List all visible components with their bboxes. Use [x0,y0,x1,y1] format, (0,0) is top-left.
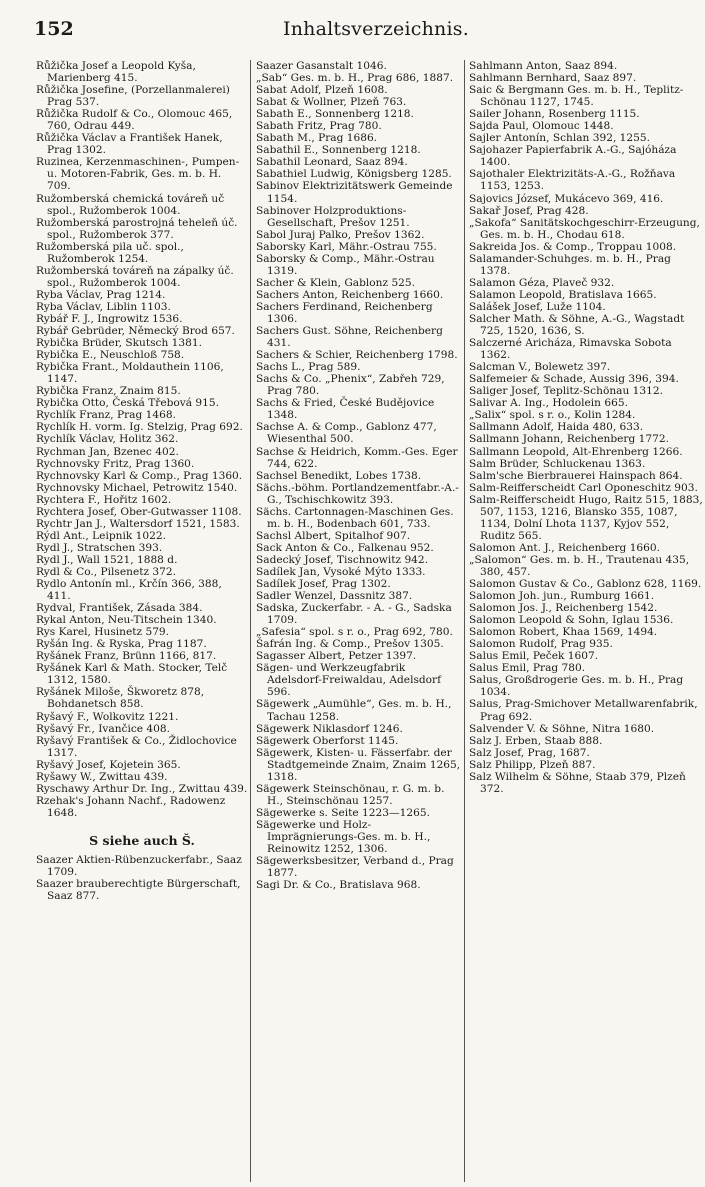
index-entry: Ryba Václav, Prag 1214. [36,288,166,301]
page-header [0,0,705,44]
index-entry: Saic & Bergmann Ges. m. b. H., Teplitz-Schönau 1127, 1745. [469,84,684,109]
index-entry: Sägewerke s. Seite 1223—1265. [256,806,430,819]
index-entry: Sabath M., Prag 1686. [256,132,378,145]
index-entry: Sabinov Elektrizitätswerk Gemeinde 1154. [256,180,453,205]
index-entry: Sachers Gust. Söhne, Reichenberg 431. [256,325,443,350]
index-entry: Sadecký Josef, Tischnowitz 942. [256,553,429,566]
index-entry: Sabathiel Ludwig, Königsberg 1285. [256,168,452,181]
index-entry: Rychtr Jan J., Waltersdorf 1521, 1583. [36,517,240,530]
index-entry: Ryšán Ing. & Ryska, Prag 1187. [36,638,207,651]
index-entry: Sabol Juraj Palko, Prešov 1362. [256,228,425,241]
index-entry: Salomon Leopold & Sohn, Iglau 1536. [469,614,674,627]
index-entry: Salus Emil, Prag 780. [469,662,586,675]
index-entry: Sailer Johann, Rosenberg 1115. [469,108,640,121]
index-entry: Sajohazer Papierfabrik A.-G., Sajóháza 1400. [469,144,677,169]
index-entry: Sabathil E., Sonnenberg 1218. [256,144,421,157]
index-entry: Sallmann Johann, Reichenberg 1772. [469,433,669,446]
index-entry: Ružomberská chemická továreň uč spol., Ružomberok 1004. [36,192,225,217]
index-entry: Salomon Joh. jun., Rumburg 1661. [469,590,655,603]
index-entry: Sägewerke und Holz-Imprägnierungs-Ges. m. b. H., Reinowitz 1252, 1306. [256,818,431,856]
index-entry: Saborsky Karl, Mähr.-Ostrau 755. [256,240,437,253]
index-entry: Sajda Paul, Olomouc 1448. [469,120,614,133]
index-entry: Ryšánek Franz, Brünn 1166, 817. [36,650,217,663]
index-entry: Salus, Prag-Smichover Metallwarenfabrik, Prag 692. [469,698,698,723]
index-entry: Sakreida Jos. & Comp., Troppau 1008. [469,240,677,253]
index-entry: Salamander-Schuhges. m. b. H., Prag 1378. [469,252,671,277]
index-entry: Ryšavý Josef, Kojetein 365. [36,758,181,771]
index-entry: Sächs. Cartonnagen-Maschinen Ges. m. b. H., Bodenbach 601, 733. [256,505,454,530]
index-entry: Růžička Rudolf & Co., Olomouc 465, 760, Odrau 449. [36,108,233,133]
index-entry: Sahlmann Bernhard, Saaz 897. [469,72,637,85]
index-column-3 [469,60,704,1186]
index-entry: Salomon Ant. J., Reichenberg 1660. [469,541,661,554]
index-entry: Ryšavý Fr., Ivančice 408. [36,722,171,735]
index-entry: Sahlmann Anton, Saaz 894. [469,60,618,72]
index-entry: Ryšavý František & Co., Židlochovice 1317. [36,734,237,759]
index-entry: Rybička Otto, Česká Třebová 915. [36,397,220,410]
index-entry: Sallmann Leopold, Alt-Ehrenberg 1266. [469,445,683,458]
index-entry: Saborsky & Comp., Mähr.-Ostrau 1319. [256,252,435,277]
index-entry: Salm-Reifferscheidt Hugo, Raitz 515, 1883, 507, 1153, 1216, Blansko 355, 1087, 1134, Dolní Lhota 1137, Kyjov 552, Ruditz 565. [469,493,703,542]
index-column-2 [256,60,461,1186]
index-entry: Sagi Dr. & Co., Bratislava 968. [256,879,421,892]
index-entry: Sägewerksbesitzer, Verband d., Prag 1877. [256,855,454,880]
index-entry: Sadílek Josef, Prag 1302. [256,578,391,591]
index-entry: Rydl J., Wall 1521, 1888 d. [36,553,178,566]
index-entry: „Salix“ spol. s r. o., Kolin 1284. [469,409,636,422]
index-entry: Salm'sche Bierbrauerei Hainspach 864. [469,469,683,482]
index-entry: Sachs L., Prag 589. [256,361,361,374]
index-entry: Sadler Wenzel, Dassnitz 387. [256,590,413,603]
index-entry: Sägewerk Steinschönau, r. G. m. b. H., Steinschönau 1257. [256,782,445,807]
index-entry: Sabath Fritz, Prag 780. [256,120,382,133]
index-entry: Ryšavý F., Wolkovitz 1221. [36,710,179,723]
index-entry: Salomon Rudolf, Prag 935. [469,638,613,651]
index-entry: Sachse A. & Comp., Gablonz 477, Wiesenthal 500. [256,421,437,446]
index-entry: Sachsel Benedikt, Lobes 1738. [256,469,422,482]
index-entry: Sachs & Co. „Phenix“, Zabřeh 729, Prag 780. [256,373,445,398]
index-entry: Salczerné Aricháza, Rimavska Sobota 1362. [469,337,672,362]
index-entry: Ryšawy W., Zwittau 439. [36,770,168,783]
index-columns [36,60,704,1186]
index-entry: Rybička Frant., Moldauthein 1106, 1147. [36,361,224,386]
index-entry: „Sab“ Ges. m. b. H., Prag 686, 1887. [256,72,454,85]
index-entry: Sajothaler Elektrizitäts-A.-G., Rožňava 1153, 1253. [469,168,676,193]
index-entry: Rydl J., Stratschen 393. [36,541,163,554]
index-entry: Sacher & Klein, Gablonz 525. [256,276,416,289]
index-entry: Sachers Ferdinand, Reichenberg 1306. [256,300,433,325]
index-entry: Růžička Josef a Leopold Kyša, Marienberg 415. [36,60,196,85]
index-entry: Salm-Reifferscheidt Carl Oponeschitz 903. [469,481,698,494]
index-entry: Rykal Anton, Neu-Titschein 1340. [36,614,217,627]
index-entry: Sägewerk Oberforst 1145. [256,734,399,747]
index-entry: Salomon Jos. J., Reichenberg 1542. [469,602,658,615]
index-entry: Sajovics József, Mukácevo 369, 416. [469,192,664,205]
index-entry: Rzehak's Johann Nachf., Radowenz 1648. [36,794,226,819]
page-number: 152 [34,18,74,40]
index-entry: Salášek Josef, Luže 1104. [469,300,606,313]
index-entry: Rýdl Ant., Leipnik 1022. [36,529,166,542]
index-entry: Rybička E., Neuschloß 758. [36,349,185,362]
index-entry: Saazer Aktien-Rübenzuckerfabr., Saaz 1709. [36,853,242,878]
index-entry: Ryba Václav, Liblin 1103. [36,300,171,313]
index-entry: Salz Josef, Prag, 1687. [469,746,590,759]
index-entry: Rychlík Franz, Prag 1468. [36,409,176,422]
index-entry: Ryšánek Karl & Math. Stocker, Telč 1312, 1580. [36,662,228,687]
index-entry: Sachse & Heidrich, Komm.-Ges. Eger 744, 622. [256,445,458,470]
index-entry: Saazer brauberechtigte Bürgerschaft, Saaz 877. [36,878,241,903]
index-entry: Sack Anton & Co., Falkenau 952. [256,541,434,554]
index-entry: Salamon Géza, Plaveč 932. [469,276,615,289]
index-entry: Salm Brüder, Schluckenau 1363. [469,457,646,470]
index-entry: Salvender V. & Söhne, Nitra 1680. [469,722,655,735]
index-entry: Salus, Großdrogerie Ges. m. b. H., Prag 1034. [469,674,684,699]
index-entry: Salomon Gustav & Co., Gablonz 628, 1169. [469,578,702,591]
index-entry: Růžička Josefine, (Porzellanmalerei) Prag 537. [36,84,230,109]
index-entry: Salivar A. Ing., Hodolein 665. [469,397,628,410]
index-entry: Saazer Gasanstalt 1046. [256,60,387,72]
index-entry: Rydval, František, Zásada 384. [36,602,203,615]
page-title: Inhaltsverzeichnis. [283,18,469,40]
index-entry: Růžička Václav a František Hanek, Prag 1302. [36,132,223,157]
index-entry: Salamon Leopold, Bratislava 1665. [469,288,657,301]
index-entry: Salomon Robert, Khaa 1569, 1494. [469,626,658,639]
index-entry: Rychnovsky Michael, Petrowitz 1540. [36,481,238,494]
index-entry: Rybář F. J., Ingrowitz 1536. [36,312,183,325]
column-divider [464,60,465,1182]
index-entry: Rydl & Co., Pilsenetz 372. [36,565,177,578]
index-entry: Sallmann Adolf, Haida 480, 633. [469,421,644,434]
index-entry: Rybář Gebrüder, Německý Brod 657. [36,325,235,338]
index-entry: Salz Wilhelm & Söhne, Staab 379, Plzeň 372. [469,770,686,795]
index-entry: Ružomberská pila uč. spol., Ružomberok 1254. [36,240,184,265]
index-entry: Sajler Antonín, Schlan 392, 1255. [469,132,651,145]
index-entry: Sachsl Albert, Spitalhof 907. [256,529,411,542]
index-entry: Sachers & Schier, Reichenberg 1798. [256,349,458,362]
index-entry: Rychman Jan, Bzenec 402. [36,445,179,458]
index-entry: Sachers Anton, Reichenberg 1660. [256,288,444,301]
index-entry: Sägen- und Werkzeugfabrik Adelsdorf-Freiwaldau, Adelsdorf 596. [256,662,442,699]
column-divider [250,60,251,1182]
index-entry: Sadska, Zuckerfabr. - A. - G., Sadska 1709. [256,602,452,627]
index-entry: Sächs.-böhm. Portlandzementfabr.-A.-G., Tschischkowitz 393. [256,481,459,506]
index-entry: Ružomberská parostrojná teheleň úč. spol., Ružomberok 377. [36,216,238,241]
index-entry: Salus Emil, Peček 1607. [469,650,599,663]
index-entry: Salz Philipp, Plzeň 887. [469,758,596,771]
index-entry: Rydlo Antonín ml., Krčín 366, 388, 411. [36,578,222,603]
index-entry: Sägewerk Niklasdorf 1246. [256,722,403,735]
index-entry: Ryschawy Arthur Dr. Ing., Zwittau 439. [36,782,248,795]
index-entry: Sägewerk, Kisten- u. Fässerfabr. der Stadtgemeinde Znaim, Znaim 1265, 1318. [256,746,461,783]
index-entry: Rychlík Václav, Holitz 362. [36,433,179,446]
index-entry: Rybička Franz, Znaim 815. [36,385,181,398]
index-entry: Sägewerk „Aumühle“, Ges. m. b. H., Tachau 1258. [256,698,452,723]
index-entry: Salfemeier & Schade, Aussig 396, 394. [469,373,679,386]
index-entry: Ryšánek Miloše, Škworetz 878, Bohdanetsch 858. [36,686,205,711]
index-entry: Rychtera F., Hořitz 1602. [36,493,172,506]
index-entry: Sachs & Fried, České Budějovice 1348. [256,397,435,422]
index-entry: Sabath E., Sonnenberg 1218. [256,108,414,121]
index-entry: „Sakofa“ Sanitätskochgeschirr-Erzeugung, Ges. m. b. H., Chodau 618. [469,216,700,241]
index-entry: „Salomon“ Ges. m. b. H., Trautenau 435, 380, 457. [469,553,690,578]
index-entry: Sagasser Albert, Petzer 1397. [256,650,417,663]
index-entry: Salcman V., Bolewetz 397. [469,361,611,374]
index-entry: Ruzinea, Kerzenmaschinen-, Pumpen- u. Motoren-Fabrik, Ges. m. b. H. 709. [36,156,240,193]
index-entry: Šafrán Ing. & Comp., Prešov 1305. [256,638,444,651]
index-entry: Ružomberská továreň na zápalky úč. spol., Ružomberok 1004. [36,264,234,289]
index-entry: Sabathil Leonard, Saaz 894. [256,156,408,169]
section-heading: S siehe auch Š. [89,832,195,848]
index-entry: Sadílek Jan, Vysoké Mýto 1333. [256,565,426,578]
index-entry: Sakař Josef, Prag 428. [469,204,589,217]
index-entry: „Safesia“ spol. s r. o., Prag 692, 780. [256,626,453,639]
index-entry: Saliger Josef, Teplitz-Schönau 1312. [469,385,663,398]
index-entry: Sabat & Wollner, Plzeň 763. [256,96,407,109]
index-entry: Salcher Math. & Söhne, A.-G., Wagstadt 725, 1520, 1636, S. [469,312,685,338]
index-entry: Rybička Brüder, Skutsch 1381. [36,337,202,350]
index-entry: Rychnovsky Karl & Comp., Prag 1360. [36,469,243,482]
index-entry: Rychlík H. vorm. Ig. Stelzig, Prag 692. [36,421,243,434]
index-entry: Rychnovsky Fritz, Prag 1360. [36,457,195,470]
index-entry: Sabat Adolf, Plzeň 1608. [256,84,388,97]
index-entry: Salz J. Erben, Staab 888. [469,734,603,747]
index-entry: Rys Karel, Husinetz 579. [36,626,170,639]
index-column-1 [36,60,248,1186]
index-entry: Sabinover Holzproduktions-Gesellschaft, Prešov 1251. [256,204,410,229]
index-entry: Rychtera Josef, Ober-Gutwasser 1108. [36,505,242,518]
